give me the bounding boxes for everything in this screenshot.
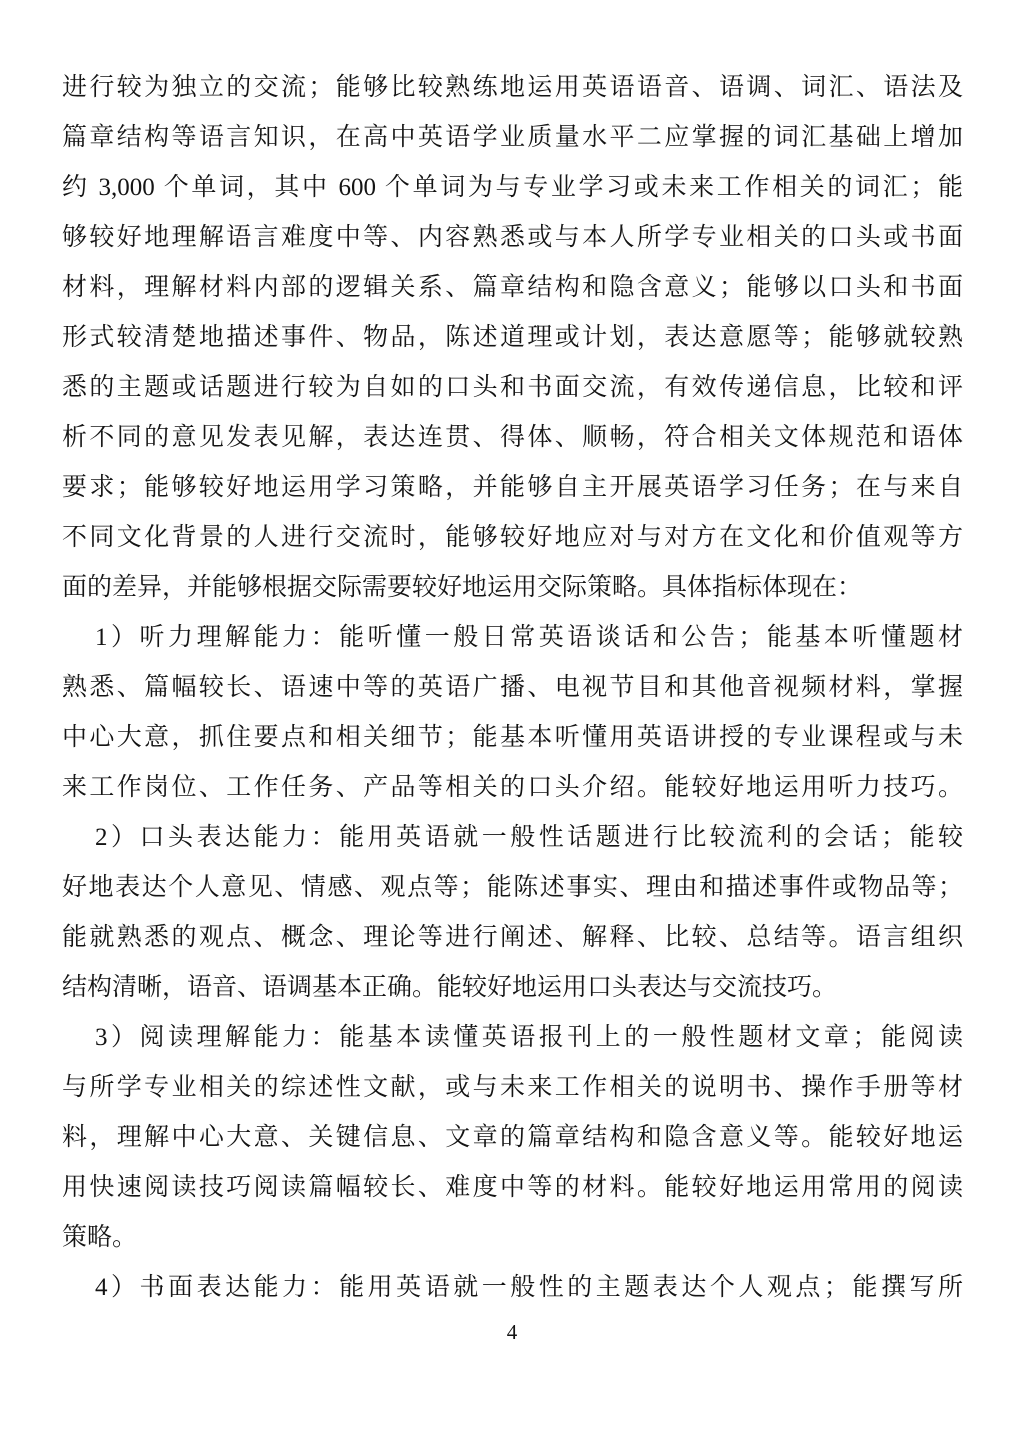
text-line: 析不同的意见发表见解，表达连贯、得体、顺畅，符合相关文体规范和语体 (62, 424, 963, 451)
text-line-speaking-heading: 2）口头表达能力：能用英语就一般性话题进行比较流利的会话；能较 (95, 824, 963, 851)
text-line: 中心大意，抓住要点和相关细节；能基本听懂用英语讲授的专业课程或与未 (62, 724, 963, 751)
body-text (62, 63, 963, 1313)
text-line: 来工作岗位、工作任务、产品等相关的口头介绍。能较好地运用听力技巧。 (62, 774, 963, 801)
text-line: 好地表达个人意见、情感、观点等；能陈述事实、理由和描述事件或物品等； (62, 874, 963, 901)
text-line: 篇章结构等语言知识，在高中英语学业质量水平二应掌握的词汇基础上增加 (62, 124, 963, 151)
text-line: 约 3,000 个单词，其中 600 个单词为与专业学习或未来工作相关的词汇；能 (62, 174, 963, 201)
text-line: 面的差异，并能够根据交际需要较好地运用交际策略。具体指标体现在： (62, 574, 863, 601)
text-line: 进行较为独立的交流；能够比较熟练地运用英语语音、语调、词汇、语法及 (62, 74, 963, 101)
text-line: 熟悉、篇幅较长、语速中等的英语广播、电视节目和其他音视频材料，掌握 (62, 674, 963, 701)
text-line: 能就熟悉的观点、概念、理论等进行阐述、解释、比较、总结等。语言组织 (62, 924, 963, 951)
text-line-reading-heading: 3）阅读理解能力：能基本读懂英语报刊上的一般性题材文章；能阅读 (95, 1024, 963, 1051)
text-line: 形式较清楚地描述事件、物品，陈述道理或计划，表达意愿等；能够就较熟 (62, 324, 963, 351)
text-line: 策略。 (62, 1224, 138, 1251)
text-line: 用快速阅读技巧阅读篇幅较长、难度中等的材料。能较好地运用常用的阅读 (62, 1174, 963, 1201)
text-line-writing-heading: 4）书面表达能力：能用英语就一般性的主题表达个人观点；能撰写所 (95, 1274, 963, 1301)
page-number: 4 (506, 1320, 518, 1344)
text-line: 材料，理解材料内部的逻辑关系、篇章结构和隐含意义；能够以口头和书面 (62, 274, 963, 301)
text-line: 与所学专业相关的综述性文献，或与未来工作相关的说明书、操作手册等材 (62, 1074, 963, 1101)
text-line: 悉的主题或话题进行较为自如的口头和书面交流，有效传递信息，比较和评 (62, 374, 963, 401)
text-line: 要求；能够较好地运用学习策略，并能够自主开展英语学习任务；在与来自 (62, 474, 963, 501)
text-line: 结构清晰，语音、语调基本正确。能较好地运用口头表达与交流技巧。 (62, 974, 838, 1001)
text-line: 不同文化背景的人进行交流时，能够较好地应对与对方在文化和价值观等方 (62, 524, 963, 551)
text-line: 够较好地理解语言难度中等、内容熟悉或与本人所学专业相关的口头或书面 (62, 224, 963, 251)
text-line-listening-heading: 1）听力理解能力：能听懂一般日常英语谈话和公告；能基本听懂题材 (95, 624, 963, 651)
text-line: 料，理解中心大意、关键信息、文章的篇章结构和隐含意义等。能较好地运 (62, 1124, 963, 1151)
